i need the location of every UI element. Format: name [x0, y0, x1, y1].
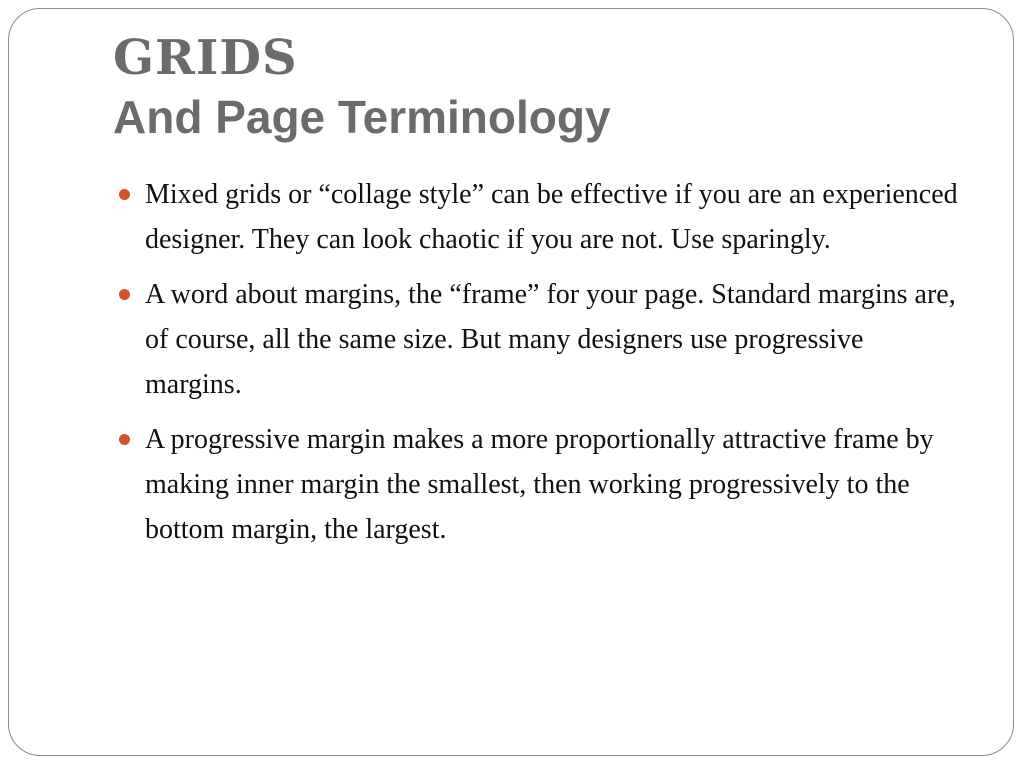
bullet-item: [117, 172, 967, 262]
bullet-item: [117, 417, 967, 552]
bullet-text: Mixed grids or “collage style” can be effective if you are an experienced designer. They can look chaotic if you are not. Use sparingly.: [145, 179, 958, 255]
bullet-item: [117, 272, 967, 407]
bullet-text: A progressive margin makes a more proportionally attractive frame by making inner margin the smallest, then working progressively to the bottom margin, the largest.: [145, 424, 934, 545]
slide-title: GRIDS: [113, 30, 298, 86]
bullet-dot-icon: [119, 189, 130, 200]
slide-content: [117, 172, 967, 562]
slide-frame: [8, 8, 1014, 756]
title-block: [113, 29, 993, 143]
bullet-dot-icon: [119, 289, 130, 300]
bullet-dot-icon: [119, 434, 130, 445]
bullet-list: [117, 172, 967, 552]
bullet-text: A word about margins, the “frame” for your page. Standard margins are, of course, all the same size. But many designers use progressive margins.: [145, 279, 956, 400]
slide-subtitle: And Page Terminology: [113, 91, 611, 143]
